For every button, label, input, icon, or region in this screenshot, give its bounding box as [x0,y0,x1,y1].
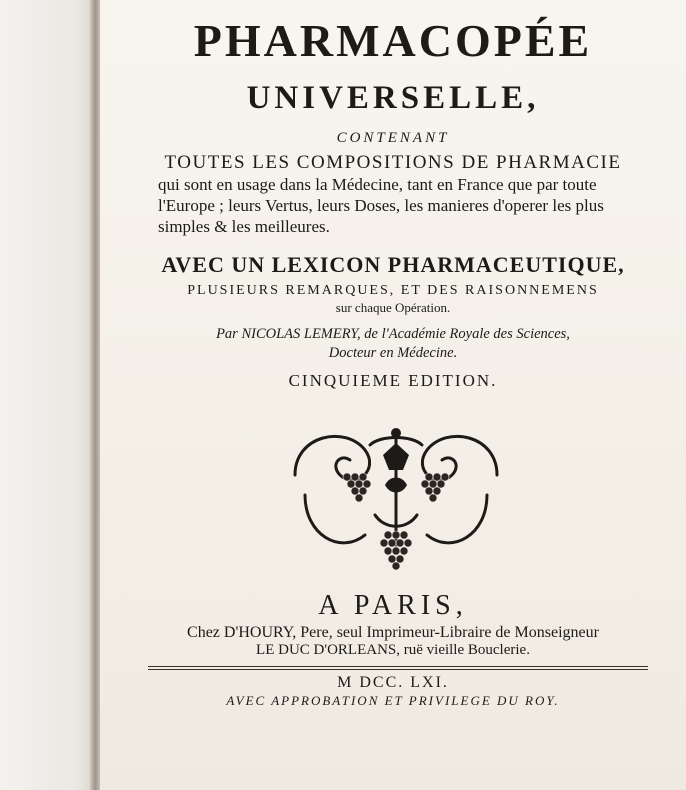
approbation-line: AVEC APPROBATION ET PRIVILEGE DU ROY. [226,693,560,708]
imprint-address: LE DUC D'ORLEANS, ruë vieille Bouclerie. [256,642,530,658]
author-line: Par NICOLAS LEMERY, de l'Académie Royale des Sciences, [216,326,570,342]
imprint-city: A PARIS, [318,590,468,621]
subtitle-desc-line-1: qui sont en usage dans la Médecine, tant en France que par toute [158,175,597,194]
title-page [100,0,686,790]
imprint-publisher: Chez D'HOURY, Pere, seul Imprimeur-Libraire de Monseigneur [187,624,599,641]
lexicon-heading: AVEC UN LEXICON PHARMACEUTIQUE, [161,252,625,277]
imprint-rule [148,666,648,667]
left-page-edge [0,0,96,790]
subtitle-desc-line-2: l'Europe ; leurs Vertus, leurs Doses, les manieres d'operer les plus [158,196,604,215]
lexicon-line-2: PLUSIEURS REMARQUES, ET DES RAISONNEMENS [187,283,599,298]
subtitle-desc-line-3: simples & les meilleures. [158,217,330,236]
book-title: PHARMACOPÉE [193,15,593,66]
author-title: Docteur en Médecine. [328,345,458,361]
edition-label: CINQUIEME EDITION. [288,371,498,390]
subtitle-caps: TOUTES LES COMPOSITIONS DE PHARMACIE [164,152,622,173]
printer-ornament [285,415,507,575]
imprint-rule-thin [148,669,648,670]
book-title-line-2: UNIVERSELLE, [246,80,540,116]
lexicon-line-3: sur chaque Opération. [335,300,451,315]
imprint-date: M DCC. LXI. [337,674,449,691]
contenant-label: CONTENANT [336,130,450,146]
